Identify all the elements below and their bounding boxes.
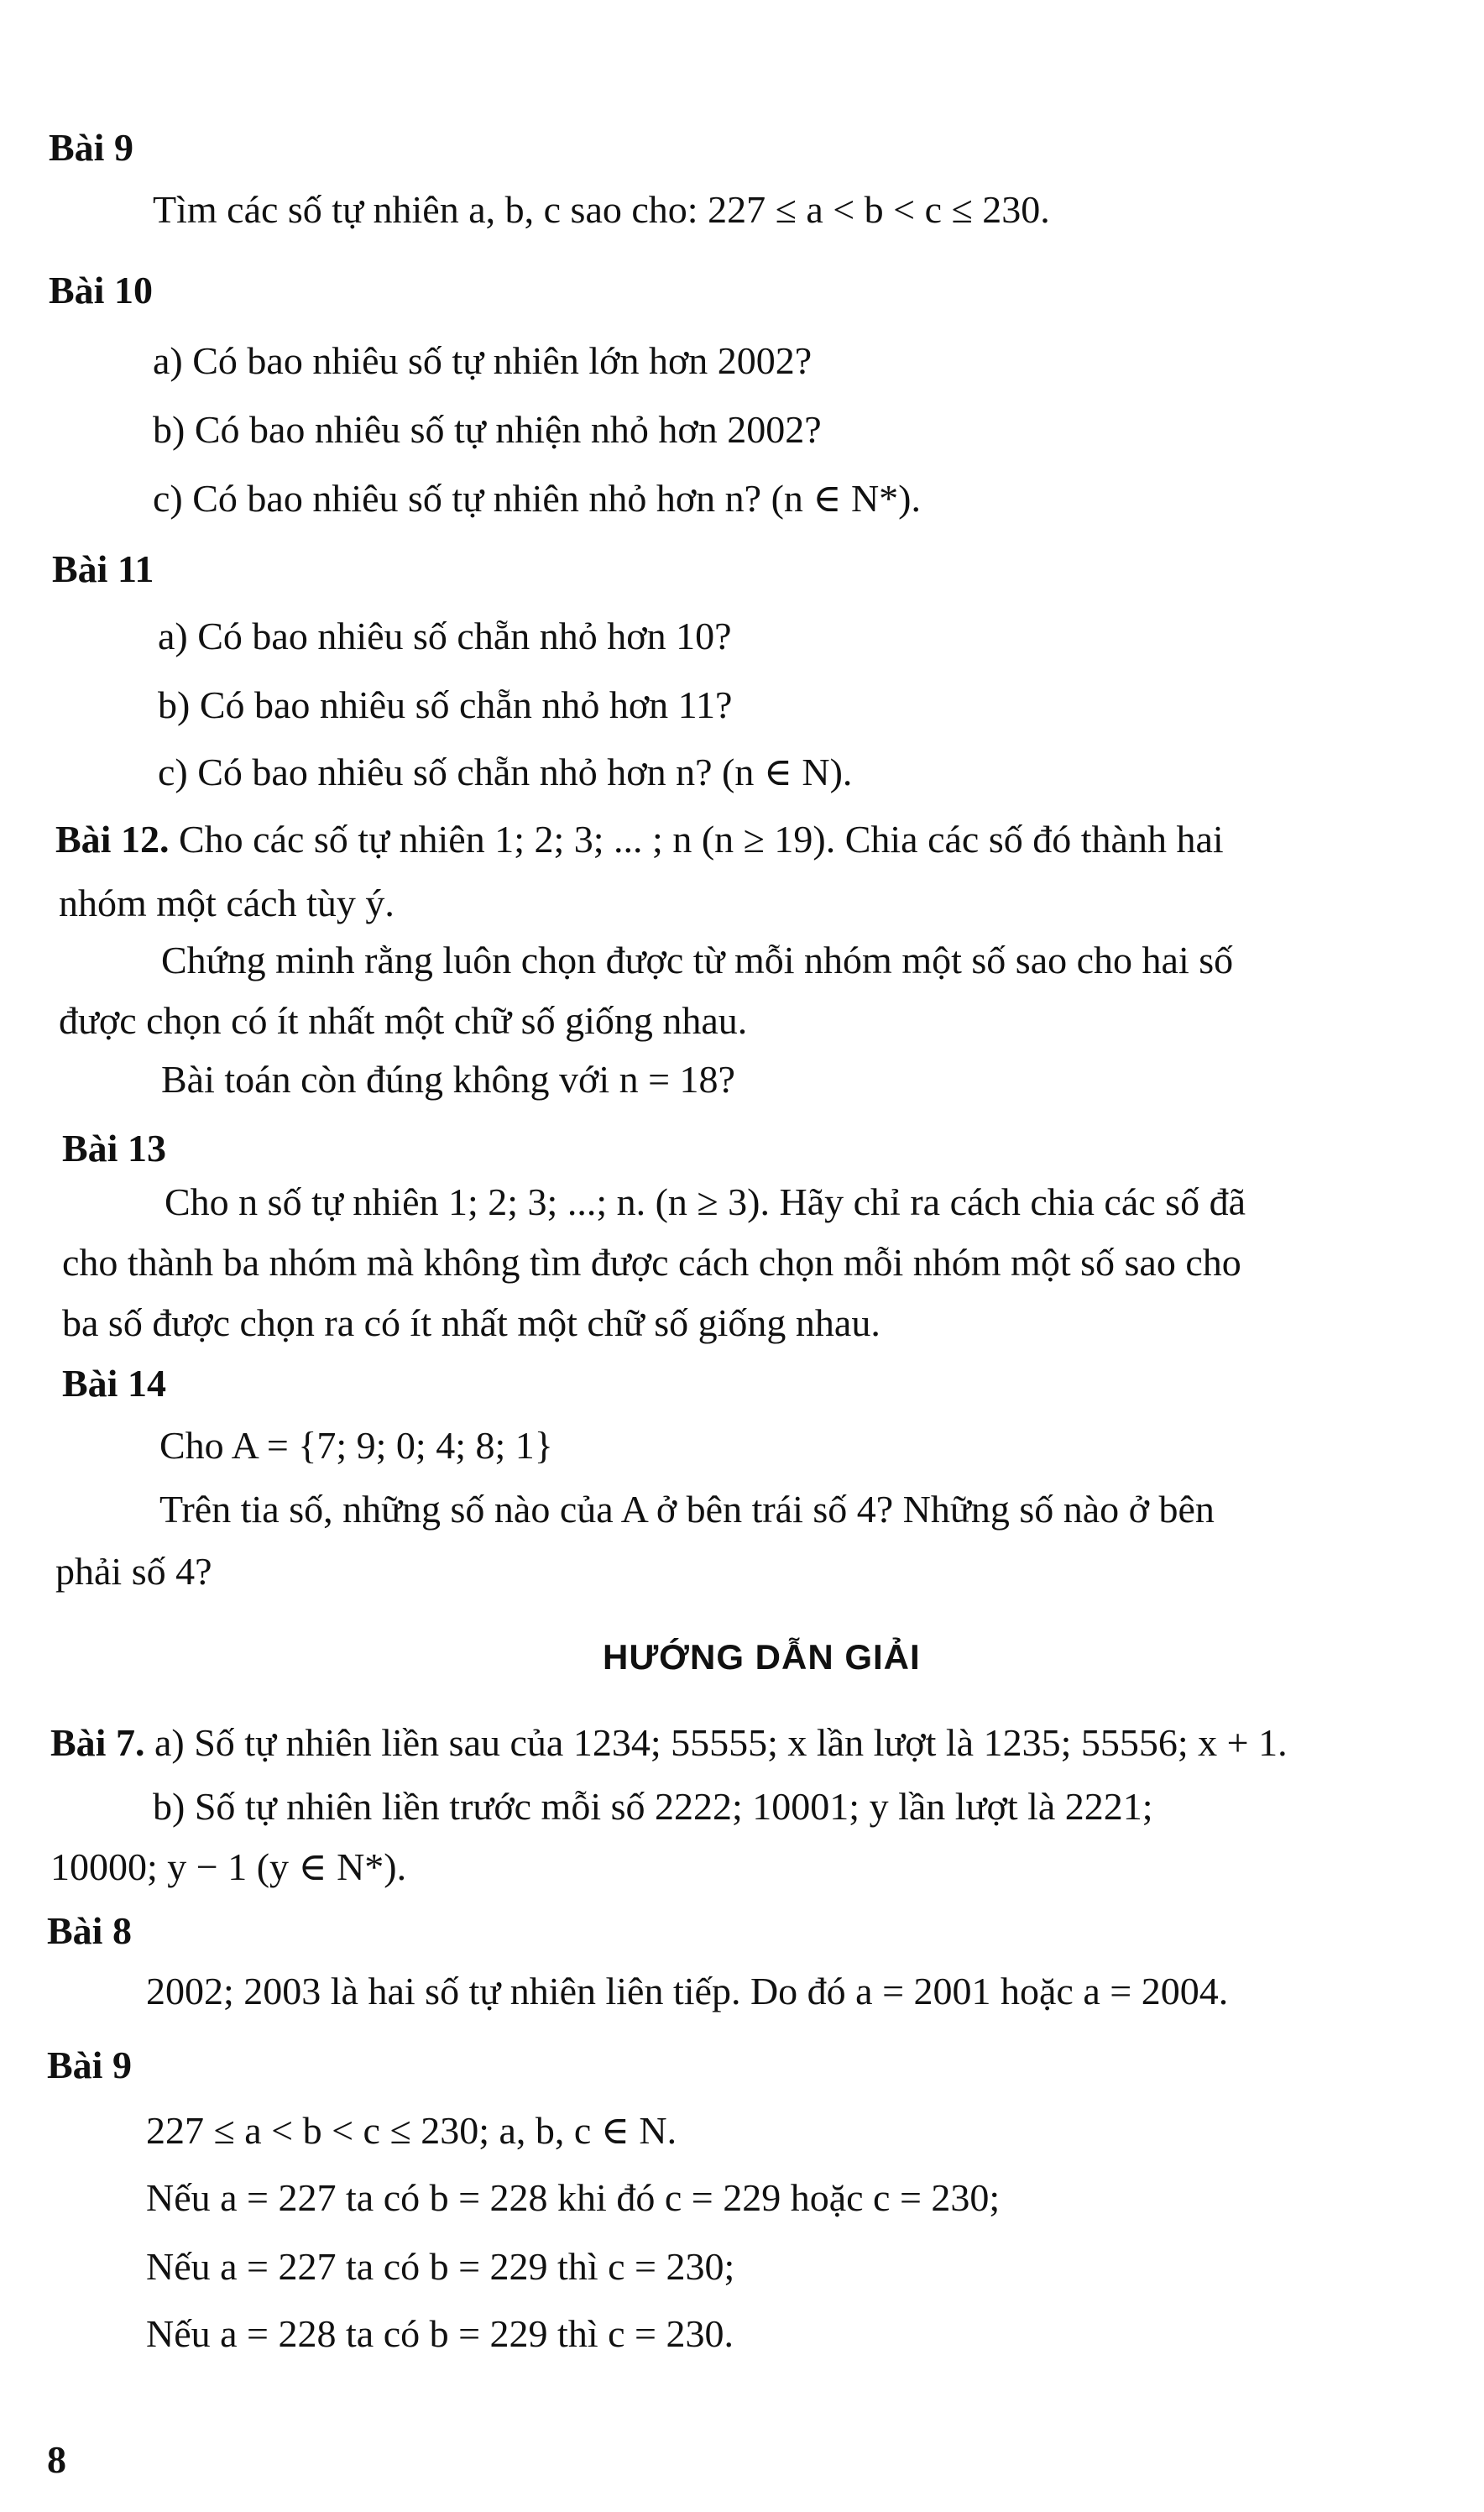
sol-bai7-heading: Bài 7. <box>50 1721 145 1764</box>
sol-bai9-line-3: Nếu a = 227 ta có b = 229 thì c = 230; <box>146 2245 735 2288</box>
bai11-heading: Bài 11 <box>52 547 154 590</box>
sol-bai8-line-1: 2002; 2003 là hai số tự nhiên liên tiếp. Do đó a = 2001 hoặc a = 2004. <box>146 1970 1229 2012</box>
bai14-heading: Bài 14 <box>62 1362 166 1405</box>
bai11-part-b: b) Có bao nhiêu số chẵn nhỏ hơn 11? <box>158 683 733 726</box>
bai9-text: Tìm các số tự nhiên a, b, c sao cho: 227 ≤ a < b < c ≤ 230. <box>153 188 1050 231</box>
bai11-part-a: a) Có bao nhiêu số chẵn nhỏ hơn 10? <box>158 615 732 657</box>
bai10-part-b: b) Có bao nhiêu số tự nhiện nhỏ hơn 2002? <box>153 408 822 451</box>
bai12-line-4: được chọn có ít nhất một chữ số giống nhau. <box>59 999 748 1042</box>
sol-bai7-line-1 <box>50 1719 1288 1766</box>
sol-bai9-line-1: 227 ≤ a < b < c ≤ 230; a, b, c ∈ N. <box>146 2109 677 2152</box>
bai12-line-5: Bài toán còn đúng không với n = 18? <box>161 1058 735 1101</box>
sol-bai8-heading: Bài 8 <box>47 1909 132 1952</box>
bai13-heading: Bài 13 <box>62 1127 166 1170</box>
sol-bai7-line-2: b) Số tự nhiên liền trước mỗi số 2222; 10001; y lần lượt là 2221; <box>153 1785 1153 1828</box>
solutions-heading: HƯỚNG DẪN GIẢI <box>603 1637 921 1677</box>
bai14-line-1: Cho A = {7; 9; 0; 4; 8; 1} <box>159 1424 553 1467</box>
bai13-line-1: Cho n số tự nhiên 1; 2; 3; ...; n. (n ≥ 3). Hãy chỉ ra cách chia các số đã <box>165 1180 1246 1223</box>
sol-bai9-line-2: Nếu a = 227 ta có b = 228 khi đó c = 229 hoặc c = 230; <box>146 2176 1001 2219</box>
bai14-line-3: phải số 4? <box>55 1550 212 1593</box>
bai12-text: Cho các số tự nhiên 1; 2; 3; ... ; n (n ≥ 19). Chia các số đó thành hai <box>178 818 1224 861</box>
sol-bai9-line-4: Nếu a = 228 ta có b = 229 thì c = 230. <box>146 2312 734 2355</box>
bai13-line-3: ba số được chọn ra có ít nhất một chữ số giống nhau. <box>62 1301 880 1344</box>
page-number: 8 <box>47 2438 66 2481</box>
bai12-line-2: nhóm một cách tùy ý. <box>59 882 395 924</box>
bai10-heading: Bài 10 <box>49 269 153 311</box>
bai9-heading: Bài 9 <box>49 126 133 169</box>
bai10-part-a: a) Có bao nhiêu số tự nhiên lớn hơn 2002? <box>153 339 813 382</box>
bai13-line-2: cho thành ba nhóm mà không tìm được cách chọn mỗi nhóm một số sao cho <box>62 1241 1241 1284</box>
sol-bai7-line-3: 10000; y − 1 (y ∈ N*). <box>50 1845 407 1888</box>
sol-bai7-text: a) Số tự nhiên liền sau của 1234; 55555; x lần lượt là 1235; 55556; x + 1. <box>154 1721 1288 1764</box>
bai12-line-3: Chứng minh rằng luôn chọn được từ mỗi nhóm một số sao cho hai số <box>161 939 1234 981</box>
bai12-line-1 <box>55 816 1224 863</box>
bai14-line-2: Trên tia số, những số nào của A ở bên trái số 4? Những số nào ở bên <box>159 1488 1215 1531</box>
sol-bai9-heading: Bài 9 <box>47 2044 132 2086</box>
bai12-heading: Bài 12. <box>55 818 170 861</box>
bai11-part-c: c) Có bao nhiêu số chẵn nhỏ hơn n? (n ∈ N). <box>158 751 853 793</box>
bai10-part-c: c) Có bao nhiêu số tự nhiên nhỏ hơn n? (n ∈ N*). <box>153 477 921 520</box>
